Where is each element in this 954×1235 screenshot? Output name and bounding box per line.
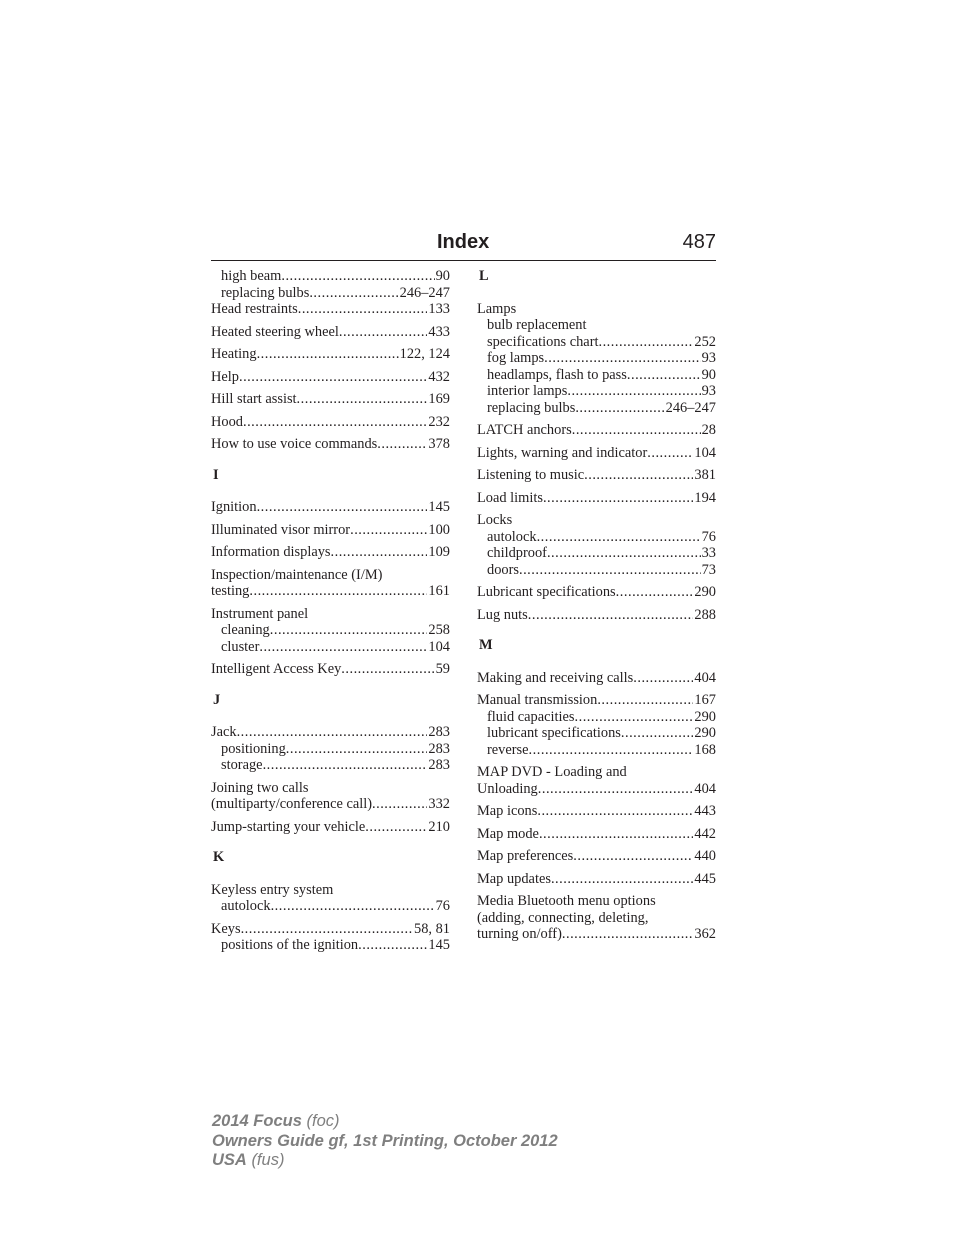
entry-page-ref: 161 <box>428 583 450 599</box>
index-entry <box>211 544 450 561</box>
dot-leader <box>551 871 693 888</box>
entry-page-ref: 104 <box>428 638 450 655</box>
entry-term: specifications chart <box>487 333 599 350</box>
entry-term: Lights, warning and indicator <box>477 444 648 461</box>
dot-leader <box>237 724 428 741</box>
dot-leader <box>298 301 428 318</box>
index-term-line <box>211 583 450 600</box>
entry-page-ref: 442 <box>694 825 716 842</box>
entry-term: Manual transmission <box>477 692 598 708</box>
entry-term: Map mode <box>477 825 539 842</box>
entry-term: Listening to music <box>477 467 585 483</box>
entry-term: Jump-starting your vehicle <box>211 818 366 835</box>
index-entry <box>477 422 716 439</box>
entry-page-ref: 194 <box>694 489 716 506</box>
index-term-line <box>211 567 450 584</box>
index-entry <box>211 436 450 453</box>
entry-page-ref: 332 <box>428 796 450 812</box>
entry-page-ref: 252 <box>694 333 716 350</box>
entry-page-ref: 288 <box>694 606 716 623</box>
index-term-line <box>477 670 716 687</box>
entry-page-ref: 104 <box>694 444 716 461</box>
index-entry <box>477 893 716 943</box>
entry-term: Heating <box>211 346 257 362</box>
index-term-line <box>211 499 450 516</box>
dot-leader <box>249 583 427 600</box>
entry-term: Lamps <box>477 300 517 317</box>
dot-leader <box>358 937 427 954</box>
index-subentry <box>211 285 450 302</box>
entry-page-ref: 232 <box>428 413 450 430</box>
index-entry <box>477 692 716 758</box>
index-subentry <box>477 383 716 400</box>
entry-page-ref: 362 <box>694 926 716 942</box>
dot-leader <box>528 607 694 624</box>
index-term-line <box>211 780 450 797</box>
entry-page-ref: 145 <box>428 937 450 953</box>
entry-term: storage <box>221 757 263 773</box>
entry-term: Illuminated visor mirror <box>211 521 351 538</box>
section-letter: M <box>479 637 493 653</box>
dot-leader <box>263 757 428 774</box>
entry-page-ref: 167 <box>694 692 716 708</box>
entry-term: positions of the ignition <box>221 937 359 953</box>
dot-leader <box>567 383 700 400</box>
section-letter: K <box>213 849 225 865</box>
entry-term: high beam <box>221 268 282 284</box>
entry-term: Hood <box>211 413 243 430</box>
dot-leader <box>241 921 413 938</box>
entry-term: Joining two calls <box>211 779 309 796</box>
dot-leader <box>281 268 434 285</box>
entry-term: autolock <box>221 898 271 914</box>
entry-term: MAP DVD - Loading and <box>477 764 627 780</box>
index-term-line <box>211 882 450 899</box>
index-subentry <box>477 709 716 726</box>
dot-leader <box>538 781 694 798</box>
entry-term: positioning <box>221 740 286 757</box>
entry-term: reverse <box>487 741 529 758</box>
dot-leader <box>584 467 693 484</box>
footer-market-code: (fus) <box>251 1151 285 1169</box>
entry-page-ref: 283 <box>428 740 450 757</box>
index-subentry <box>211 622 450 639</box>
index-entry <box>477 467 716 484</box>
dot-leader <box>309 285 398 302</box>
entry-term: Media Bluetooth menu options <box>477 893 656 909</box>
index-term-line <box>211 796 450 813</box>
index-entry <box>211 391 450 408</box>
index-term-line <box>211 544 450 561</box>
entry-term: Inspection/maintenance (I/M) <box>211 566 383 583</box>
dot-leader <box>616 584 694 601</box>
entry-page-ref: 433 <box>428 323 450 340</box>
entry-page-ref: 90 <box>435 268 450 284</box>
entry-term: Intelligent Access Key <box>211 661 342 677</box>
dot-leader <box>621 725 694 742</box>
entry-page-ref: 258 <box>428 622 450 638</box>
index-column-left <box>211 268 450 960</box>
index-term-line <box>477 826 716 843</box>
index-term-line <box>477 445 716 462</box>
entry-page-ref: 109 <box>428 544 450 560</box>
entry-term: LATCH anchors <box>477 422 572 438</box>
index-entry <box>211 661 450 678</box>
index-entry <box>211 780 450 813</box>
entry-page-ref: 381 <box>694 467 716 483</box>
entry-page-ref: 404 <box>694 780 716 797</box>
entry-term: Ignition <box>211 499 257 515</box>
entry-term: fluid capacities <box>487 708 575 725</box>
dot-leader <box>562 926 694 943</box>
index-entry <box>477 607 716 624</box>
index-entry <box>211 346 450 363</box>
entry-page-ref: 73 <box>701 561 716 578</box>
index-term-line <box>211 324 450 341</box>
index-term-line <box>477 893 716 910</box>
footer-model-line <box>212 1112 558 1132</box>
dot-leader <box>537 529 701 546</box>
index-term-line <box>211 606 450 623</box>
entry-page-ref: 246–247 <box>665 399 716 416</box>
index-term-line <box>211 724 450 741</box>
dot-leader <box>243 414 427 431</box>
entry-term: Map updates <box>477 870 551 887</box>
entry-term: Jack <box>211 724 237 740</box>
entry-page-ref: 76 <box>701 528 716 545</box>
entry-term: headlamps, flash to pass <box>487 366 627 383</box>
index-entry <box>477 512 716 578</box>
index-term-line <box>477 803 716 820</box>
dot-leader <box>372 796 427 813</box>
dot-leader <box>259 639 427 656</box>
index-term-line <box>477 512 716 529</box>
dot-leader <box>539 826 693 843</box>
page-footer <box>212 1112 558 1171</box>
index-term-line <box>211 414 450 431</box>
entry-page-ref: 90 <box>701 366 716 383</box>
index-term-line <box>477 871 716 888</box>
index-subentry <box>211 268 450 285</box>
entry-term: cluster <box>221 638 260 655</box>
dot-leader <box>239 369 427 386</box>
entry-term: autolock <box>487 528 537 545</box>
dot-leader <box>270 622 428 639</box>
entry-term: Keys <box>211 920 241 937</box>
dot-leader <box>339 324 428 341</box>
entry-page-ref: 169 <box>428 391 450 407</box>
entry-term: fog lamps <box>487 350 545 366</box>
entry-term: Instrument panel <box>211 605 309 622</box>
dot-leader <box>365 819 427 836</box>
entry-term: childproof <box>487 545 547 561</box>
dot-leader <box>544 350 700 367</box>
index-subentry <box>477 350 716 367</box>
entry-term: Heated steering wheel <box>211 323 339 340</box>
index-column-right <box>477 268 716 949</box>
dot-leader <box>598 334 693 351</box>
index-term-line <box>477 467 716 484</box>
entry-page-ref: 59 <box>435 661 450 677</box>
index-term-line <box>477 607 716 624</box>
entry-term: Help <box>211 368 239 385</box>
entry-page-ref: 443 <box>694 803 716 819</box>
index-entry <box>211 724 450 774</box>
entry-page-ref: 432 <box>428 368 450 385</box>
entry-page-ref: 100 <box>428 521 450 538</box>
entry-page-ref: 28 <box>701 422 716 438</box>
dot-leader <box>575 709 694 726</box>
index-subentry <box>211 741 450 758</box>
index-term-line <box>211 346 450 363</box>
index-subentry <box>477 367 716 384</box>
entry-term: Head restraints <box>211 301 298 317</box>
index-term-line <box>211 369 450 386</box>
entry-term: turning on/off) <box>477 926 562 942</box>
entry-term: Lug nuts <box>477 606 528 623</box>
index-entry <box>211 268 450 301</box>
dot-leader <box>633 670 693 687</box>
entry-page-ref: 93 <box>701 350 716 366</box>
index-subentry <box>477 545 716 562</box>
index-subentry <box>211 898 450 915</box>
entry-term: cleaning <box>221 622 270 638</box>
entry-term: (multiparty/conference call) <box>211 796 373 812</box>
index-entry <box>477 848 716 865</box>
dot-leader <box>572 422 701 439</box>
index-subentry <box>477 317 716 334</box>
entry-term: Unloading <box>477 780 538 797</box>
entry-page-ref: 290 <box>694 725 716 741</box>
index-entry <box>477 301 716 417</box>
index-subentry <box>477 400 716 417</box>
entry-page-ref: 445 <box>694 870 716 887</box>
dot-leader <box>286 741 428 758</box>
index-subentry <box>477 562 716 579</box>
entry-term: Lubricant specifications <box>477 584 616 600</box>
index-term-line <box>211 522 450 539</box>
entry-page-ref: 133 <box>428 301 450 317</box>
index-subentry <box>477 742 716 759</box>
index-term-line <box>477 692 716 709</box>
index-term-line <box>477 490 716 507</box>
entry-term: Hill start assist <box>211 391 297 407</box>
entry-term: (adding, connecting, deleting, <box>477 909 649 926</box>
entry-term: Information displays <box>211 544 331 560</box>
entry-page-ref: 33 <box>701 545 716 561</box>
entry-term: Map preferences <box>477 848 574 864</box>
entry-term: doors <box>487 561 519 578</box>
dot-leader <box>257 346 399 363</box>
index-entry <box>211 567 450 600</box>
footer-printing-line <box>212 1132 558 1152</box>
entry-page-ref: 58, 81 <box>414 920 450 937</box>
section-letter: J <box>213 691 221 708</box>
dot-leader <box>575 400 664 417</box>
index-entry <box>211 414 450 431</box>
entry-term: lubricant specifications <box>487 725 621 741</box>
entry-page-ref: 283 <box>428 757 450 773</box>
dot-leader <box>547 545 701 562</box>
entry-term: Keyless entry system <box>211 881 334 898</box>
index-entry <box>477 490 716 507</box>
index-term-line <box>211 819 450 836</box>
index-term-line <box>477 926 716 943</box>
entry-term: interior lamps <box>487 383 568 399</box>
footer-model: 2014 Focus <box>212 1112 302 1130</box>
entry-page-ref: 440 <box>694 848 716 864</box>
index-entry <box>477 803 716 820</box>
dot-leader <box>647 445 693 462</box>
dot-leader <box>627 367 701 384</box>
entry-page-ref: 404 <box>694 669 716 686</box>
dot-leader <box>377 436 427 453</box>
index-term-line <box>477 301 716 318</box>
dot-leader <box>537 803 693 820</box>
index-subentry <box>477 725 716 742</box>
entry-page-ref: 210 <box>428 818 450 835</box>
entry-page-ref: 283 <box>428 724 450 740</box>
entry-term: Load limits <box>477 489 543 506</box>
section-letter: L <box>479 268 489 284</box>
entry-term: How to use voice commands <box>211 436 378 452</box>
entry-page-ref: 76 <box>435 898 450 914</box>
section-letter: I <box>213 466 219 483</box>
index-subentry <box>211 937 450 954</box>
entry-term: Making and receiving calls <box>477 669 634 686</box>
index-term-line <box>211 661 450 678</box>
entry-page-ref: 290 <box>694 708 716 725</box>
entry-term: testing <box>211 583 250 599</box>
entry-term: Map icons <box>477 803 538 819</box>
dot-leader <box>529 742 694 759</box>
index-entry <box>211 819 450 836</box>
entry-term: replacing bulbs <box>221 284 310 301</box>
index-term-line <box>477 764 716 781</box>
index-term-line <box>477 910 716 927</box>
dot-leader <box>257 499 428 516</box>
index-entry <box>477 826 716 843</box>
entry-page-ref: 93 <box>701 383 716 399</box>
dot-leader <box>597 692 693 709</box>
entry-term: Locks <box>477 512 513 528</box>
page-header <box>211 230 716 261</box>
index-entry <box>211 522 450 539</box>
index-subentry <box>211 757 450 774</box>
entry-page-ref: 246–247 <box>399 284 450 301</box>
index-entry <box>211 921 450 954</box>
dot-leader <box>271 898 435 915</box>
index-entry <box>477 871 716 888</box>
index-entry <box>211 301 450 318</box>
index-entry <box>477 584 716 601</box>
footer-market: USA <box>212 1151 247 1169</box>
index-subentry <box>211 639 450 656</box>
index-entry <box>211 882 450 915</box>
entry-page-ref: 378 <box>428 436 450 452</box>
footer-market-line <box>212 1151 558 1171</box>
entry-page-ref: 290 <box>694 584 716 600</box>
index-entry <box>211 324 450 341</box>
index-term-line <box>477 584 716 601</box>
index-entry <box>211 606 450 656</box>
dot-leader <box>341 661 434 678</box>
footer-model-code: (foc) <box>306 1112 340 1130</box>
index-entry <box>211 369 450 386</box>
entry-page-ref: 145 <box>428 499 450 515</box>
entry-page-ref: 122, 124 <box>399 346 450 362</box>
dot-leader <box>519 562 701 579</box>
index-term-line <box>211 436 450 453</box>
entry-term: bulb replacement <box>487 317 587 333</box>
index-term-line <box>211 301 450 318</box>
dot-leader <box>573 848 693 865</box>
index-term-line <box>477 422 716 439</box>
page-number: 487 <box>682 231 716 253</box>
footer-printing: Owners Guide gf, 1st Printing, October 2012 <box>212 1131 558 1150</box>
index-entry <box>211 499 450 516</box>
dot-leader <box>331 544 428 561</box>
index-subentry <box>477 334 716 351</box>
entry-term: replacing bulbs <box>487 399 576 416</box>
page-title: Index <box>437 231 490 253</box>
dot-leader <box>297 391 428 408</box>
index-term-line <box>211 921 450 938</box>
index-term-line <box>211 391 450 408</box>
index-entry <box>477 670 716 687</box>
index-subentry <box>477 529 716 546</box>
index-term-line <box>477 781 716 798</box>
index-entry <box>477 764 716 797</box>
index-term-line <box>477 848 716 865</box>
dot-leader <box>543 490 693 507</box>
index-entry <box>477 445 716 462</box>
entry-page-ref: 168 <box>694 741 716 758</box>
dot-leader <box>350 522 427 539</box>
